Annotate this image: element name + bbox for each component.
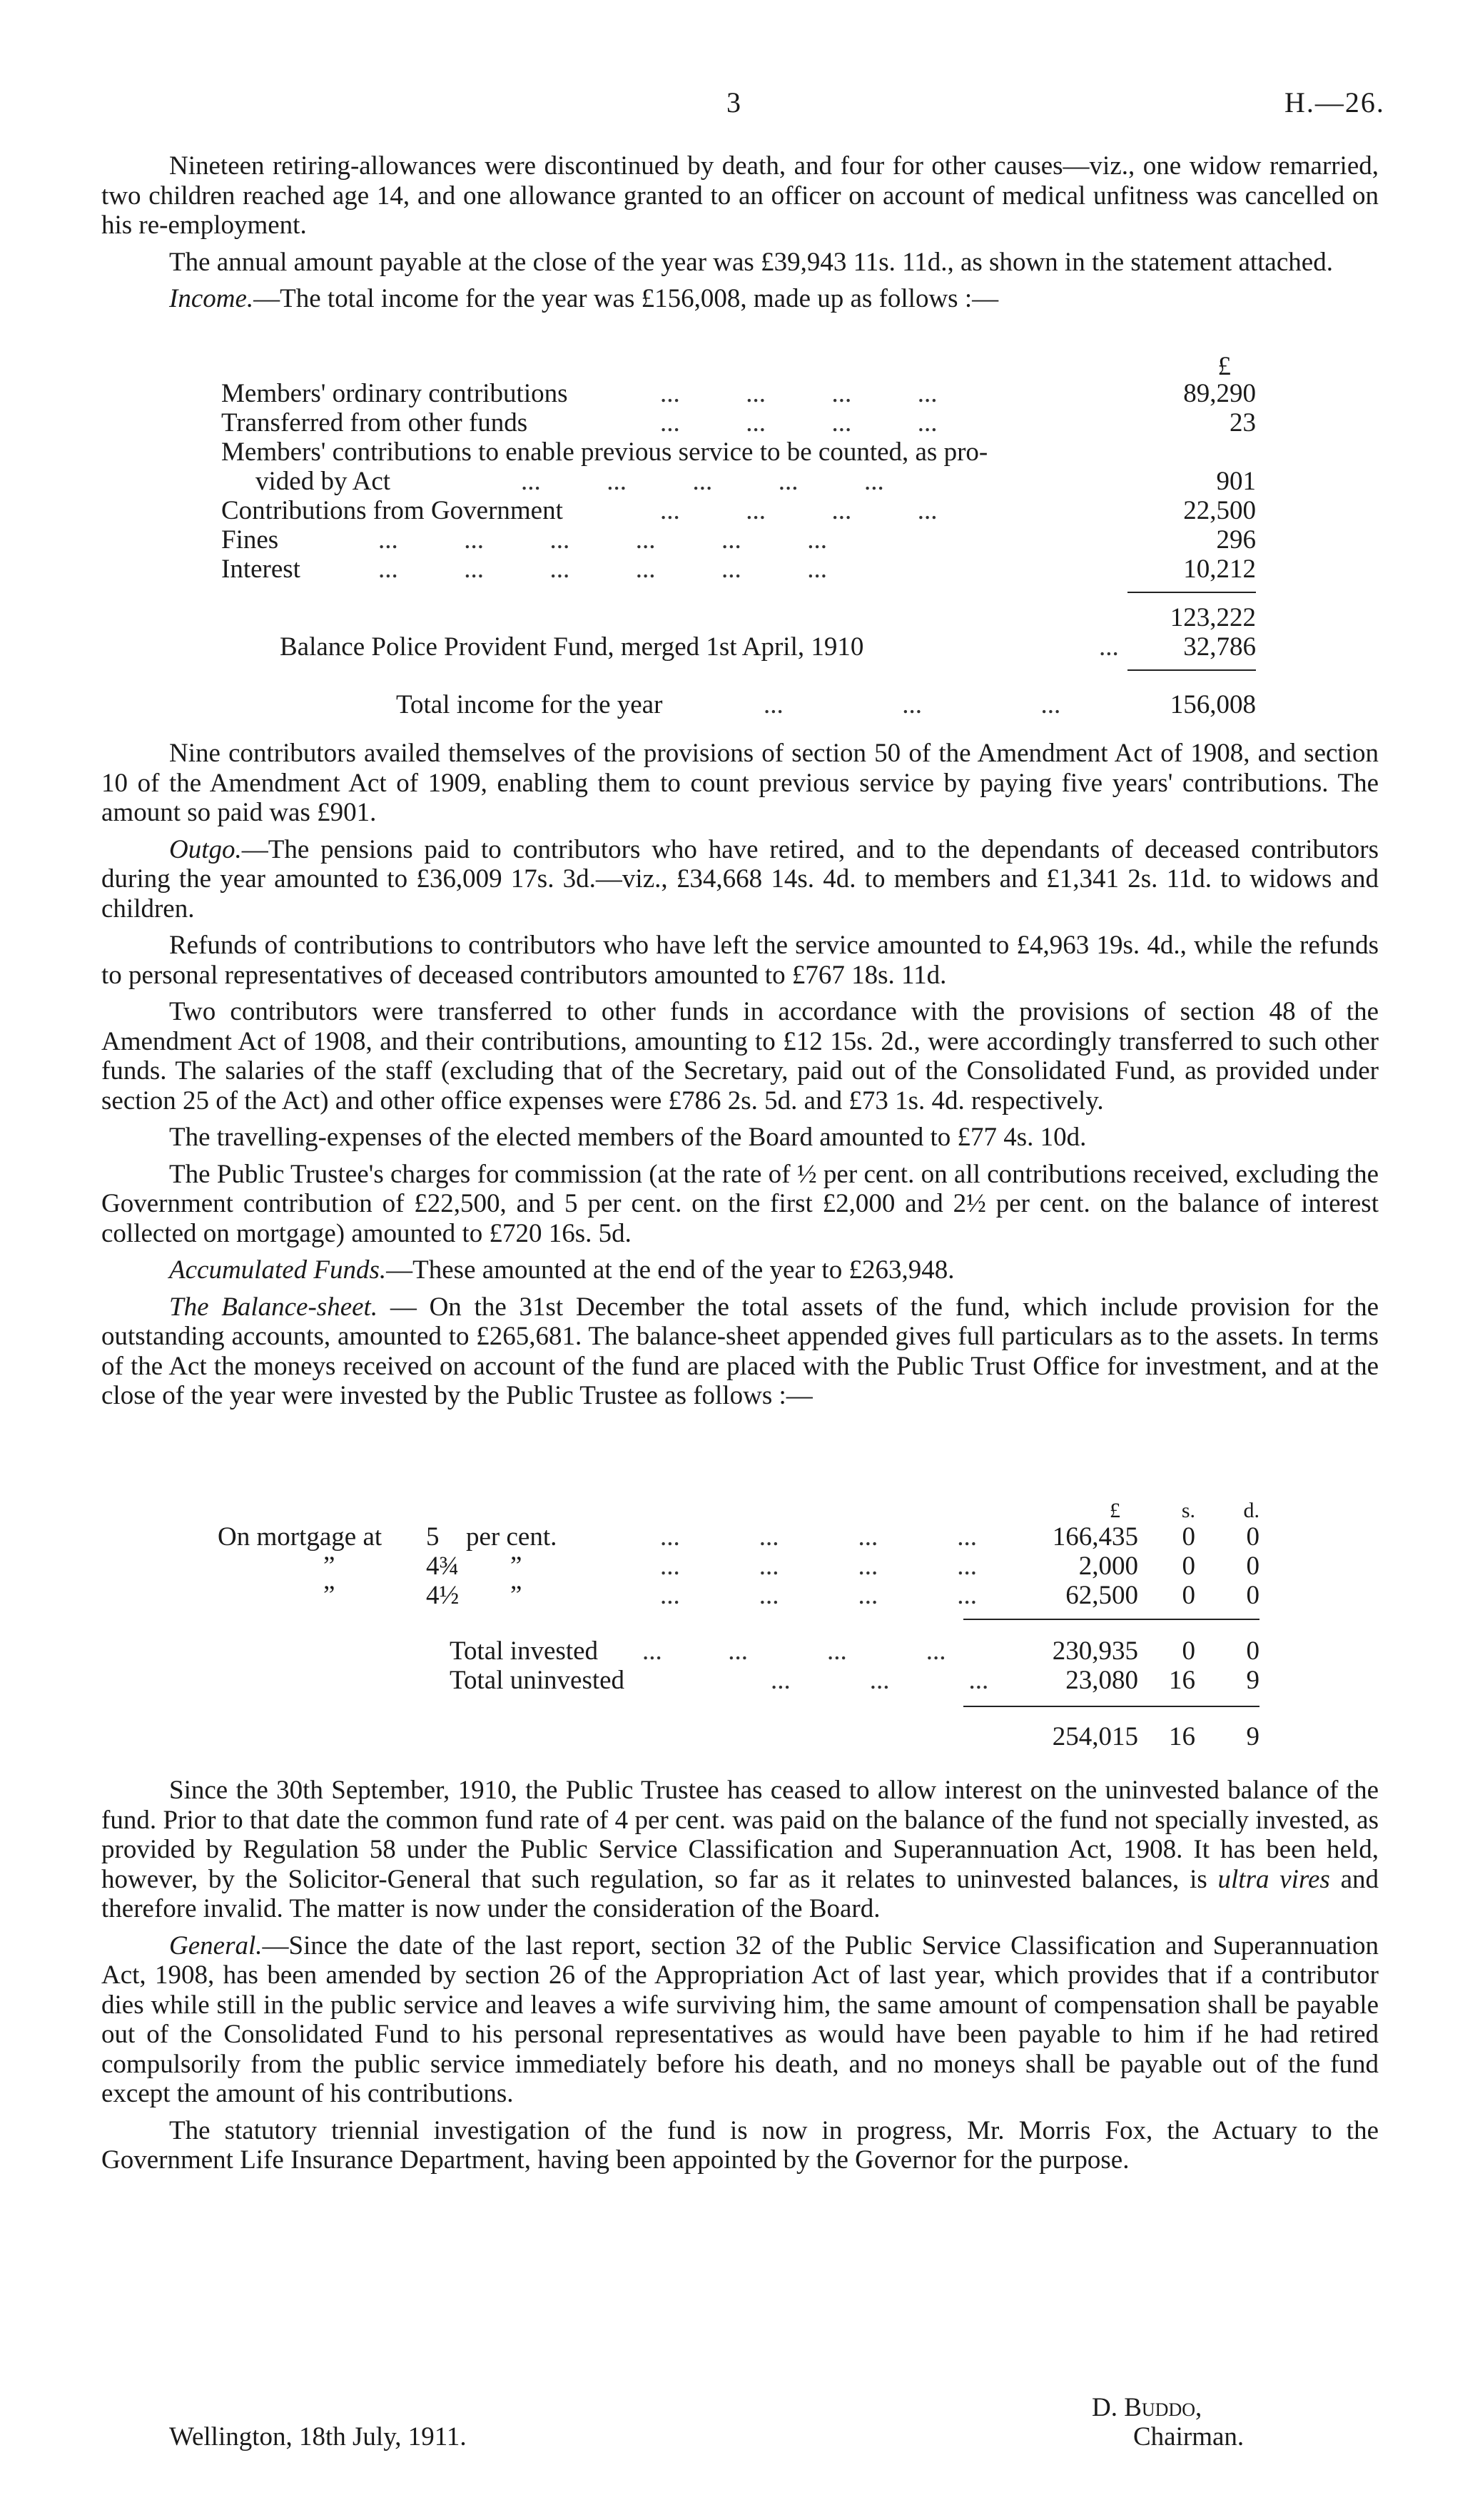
total-uninvested-pence: 9 [1246,1666,1259,1695]
income-label: Members' ordinary contributions [221,379,568,408]
total-uninvested-row: Total uninvested ... ... ... 23,080 16 9 [450,1666,1259,1695]
income-row: Fines ... ... ... ... ... ... 296 [221,525,1256,555]
income-value: 10,212 [1183,555,1256,584]
signatory-name: D. Buddo, [1092,2393,1202,2422]
grand-total-shillings: 16 [1169,1722,1195,1751]
pence-column-header: d. [1243,1499,1259,1522]
balance-sheet-paragraph [101,1292,1379,1411]
annual-amount-paragraph: The annual amount payable at the close of the year was £39,943 11s. 11d., as shown in the statement attached. [169,247,1333,277]
signatory-title: Chairman. [1133,2422,1245,2451]
income-value: 22,500 [1183,496,1256,525]
total-invested-label: Total invested [450,1636,599,1666]
grand-total-pounds: 254,015 [1052,1722,1138,1751]
investment-row: ” 4¾ ” ... ... ... ... 2,000 0 0 [323,1552,1259,1581]
shillings-column-header: s. [1181,1499,1195,1522]
investment-shillings: 0 [1182,1522,1195,1552]
income-value: 901 [1216,467,1256,496]
transfers-paragraph: Two contributors were transferred to other funds in accordance with the provisions of section 48 of the Amendment Act of 1908, and their contributions, amounting to £12 15s. 2d., were accordingly transferred to such other funds. The salaries of the staff (excluding that of the Secretary, paid out of the Consolidated Fund, as provided under section 25 of the Act) and other office expenses were £786 2s. 5d. and £73 1s. 4d. respectively. [101,997,1379,1115]
investment-shillings: 0 [1182,1581,1195,1610]
main-text-block [101,739,1379,1418]
investment-suffix: ” [510,1581,522,1610]
income-value: 89,290 [1183,379,1256,408]
investment-pounds: 166,435 [1052,1522,1138,1552]
grand-total-row [218,1721,1259,1751]
outgo-heading: Outgo. [169,834,242,864]
total-uninvested-label: Total uninvested [450,1666,625,1695]
total-invested-row: Total invested ... ... ... ... 230,935 0 0 [450,1636,1259,1666]
grand-total-rule [963,1706,1259,1707]
refunds-paragraph: Refunds of contributions to contributors who have left the service amounted to £4,963 19s. 4d., while the refunds to personal representatives of deceased contributors amounted to £767 18s. 11d. [101,931,1379,990]
income-label: vided by Act [255,467,391,496]
place-and-date: Wellington, 18th July, 1911. [169,2422,467,2451]
total-rule [1127,669,1256,671]
total-invested-shillings: 0 [1182,1636,1195,1666]
income-row: Contributions from Government ... ... ... ... 22,500 [221,496,1256,525]
balance-sheet-text: — On the 31st December the total assets of the fund, which include provision for the outstanding accounts, amounted to £265,681. The balance-sheet appended gives full particulars as to the assets. In terms of the Act the moneys received on account of the fund are placed with the Public Trust Office for investment, and at the close of the year were invested by the Public Trustee as follows :— [101,1292,1379,1410]
income-heading: Income. [169,284,254,313]
income-value: 23 [1230,408,1256,437]
income-label-line1: Members' contributions to enable previous service to be counted, as pro- [221,437,988,467]
general-paragraph [101,1931,1379,2109]
investment-pence: 0 [1246,1552,1259,1581]
total-income-value: 156,008 [1170,690,1256,719]
outgo-text: —The pensions paid to contributors who have retired, and to the dependants of deceased contributors during the year amounted to £36,009 17s. 3d.—viz., £34,668 14s. 4d. to members and £1,341 2s. 11d. to widows and children. [101,834,1379,924]
total-invested-pence: 0 [1246,1636,1259,1666]
accumulated-funds-text: —These amounted at the end of the year to £263,948. [386,1255,955,1285]
income-currency-header-row [221,351,1256,381]
investment-row: ” 4½ ” ... ... ... ... 62,500 0 0 [323,1581,1259,1610]
investments-table [218,1499,1259,1756]
closing-text-block [101,1776,1379,2182]
balance-value: 32,786 [1183,632,1256,662]
investment-prefix: ” [323,1552,335,1581]
income-label: Transferred from other funds [221,408,528,437]
income-subtotal-row [221,602,1256,632]
document-reference: H.—26. [1284,86,1385,118]
balance-row: Balance Police Provident Fund, merged 1st April, 1910 ... 32,786 [280,632,1256,662]
balance-label: Balance Police Provident Fund, merged 1st April, 1910 [280,632,864,662]
income-row: Members' ordinary contributions ... ... ... ... 89,290 [221,379,1256,408]
intro-block [101,151,1379,321]
uninvested-balance-paragraph [101,1776,1379,1924]
income-row: vided by Act ... ... ... ... ... 901 [255,467,1256,496]
investment-pounds: 62,500 [1065,1581,1138,1610]
grand-total-pence: 9 [1246,1722,1259,1751]
accumulated-funds-paragraph [101,1255,1379,1285]
retiring-allowances-paragraph: Nineteen retiring-allowances were discontinued by death, and four for other causes—viz., one widow remarried, two children reached age 14, and one allowance granted to an officer on account of medical unfitness was cancelled on his re-employment. [101,151,1379,240]
investment-shillings: 0 [1182,1552,1195,1581]
investments-rule [963,1619,1259,1620]
accumulated-funds-heading: Accumulated Funds. [169,1255,387,1285]
investment-row: On mortgage at 5 per cent. ... ... ... ... 166,435 0 0 [218,1522,1259,1552]
investment-rate: 4¾ [426,1552,460,1581]
total-invested-pounds: 230,935 [1052,1636,1138,1666]
total-uninvested-shillings: 16 [1169,1666,1195,1695]
investment-pence: 0 [1246,1581,1259,1610]
investment-suffix: per cent. [466,1522,557,1552]
page-number: 3 [726,86,741,118]
investment-pounds: 2,000 [1078,1552,1138,1581]
balance-sheet-heading: The Balance-sheet. [169,1292,378,1322]
outgo-paragraph [101,835,1379,924]
investment-rate: 4½ [426,1581,460,1610]
income-row: Transferred from other funds ... ... ... ... 23 [221,408,1256,437]
income-row-line1 [221,437,1256,467]
income-label: Interest [221,555,300,584]
total-uninvested-pounds: 23,080 [1065,1666,1138,1695]
income-currency-header: £ [1217,352,1231,381]
income-row: Interest ... ... ... ... ... ... 10,212 [221,555,1256,584]
income-paragraph [101,284,1379,314]
income-table [221,351,1256,737]
investment-suffix: ” [510,1552,522,1581]
previous-service-paragraph: Nine contributors availed themselves of the provisions of section 50 of the Amendment Act of 1908, and section 10 of the Amendment Act of 1909, enabling them to count previous service by paying five years' contributions. The amount so paid was £901. [101,739,1379,827]
income-intro: —The total income for the year was £156,008, made up as follows :— [253,284,999,313]
pounds-column-header: £ [1110,1499,1120,1522]
subtotal-rule [1127,592,1256,593]
income-label: Contributions from Government [221,496,563,525]
uninvested-text-end: and therefore invalid. The matter is now under the consideration of the Board. [101,1864,1379,1923]
income-value: 296 [1216,525,1256,555]
investment-pence: 0 [1246,1522,1259,1552]
travelling-expenses-paragraph: The travelling-expenses of the elected members of the Board amounted to £77 4s. 10d. [169,1123,1087,1152]
triennial-investigation-paragraph: The statutory triennial investigation of the fund is now in progress, Mr. Morris Fox, the Actuary to the Government Life Insurance Department, having been appointed by the Governor for the purpose. [101,2115,1379,2175]
income-subtotal: 123,222 [1170,603,1256,632]
ultra-vires-italic: ultra vires [1217,1864,1330,1894]
income-label: Fines [221,525,279,555]
investment-prefix: ” [323,1581,335,1610]
total-income-label: Total income for the year [396,690,663,719]
general-text: —Since the date of the last report, section 32 of the Public Service Classification and Superannuation Act, 1908, has been amended by section 26 of the Appropriation Act of last year, which provides that if a contributor dies while still in the public service and leaves a wife surviving him, the same amount of compensation shall be payable out of the Consolidated Fund to his personal representatives as would have been payable to him if he had retired compulsorily from the public service immediately before his death, and no moneys shall be payable out of the fund except the amount of his contributions. [101,1931,1379,2108]
income-total-row: Total income for the year ... ... ... 156,008 [396,690,1256,719]
public-trustee-paragraph: The Public Trustee's charges for commission (at the rate of ½ per cent. on all contributions received, excluding the Government contribution of £22,500, and 5 per cent. on the first £2,000 and 2½ per cent. on the balance of interest collected on mortgage) amounted to £720 16s. 5d. [101,1159,1379,1248]
investment-prefix: On mortgage at [218,1522,382,1552]
investment-rate: 5 [426,1522,440,1552]
uninvested-text-start: Since the 30th September, 1910, the Public Trustee has ceased to allow interest on the uninvested balance of the fund. Prior to that date the common fund rate of 4 per cent. was paid on the balance of the fund not specially invested, as provided by Regulation 58 under the Public Service Classification and Superannuation Act, 1908. It has been held, however, by the Solicitor-General that such regulation, so far as it relates to uninvested balances, is [101,1776,1379,1894]
general-heading: General. [169,1931,263,1960]
